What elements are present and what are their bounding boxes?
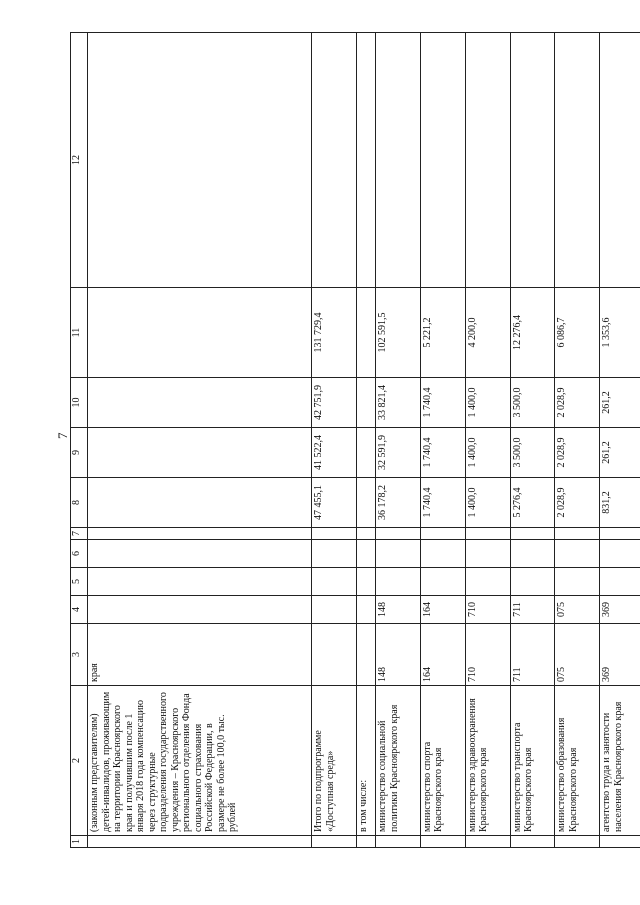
table-cell-c12 xyxy=(510,33,555,288)
table-row xyxy=(420,33,465,848)
header-cell: 1 xyxy=(71,836,88,848)
table-cell-c8: 2 028,9 xyxy=(555,478,600,528)
table-cell-c11: 5 221,2 xyxy=(420,288,465,378)
table-cell-c9 xyxy=(88,428,312,478)
table-cell-c5 xyxy=(555,568,600,596)
header-cell: 9 xyxy=(71,428,88,478)
table-row xyxy=(312,33,357,848)
table-cell-c10: 3 500,0 xyxy=(510,378,555,428)
table-cell-c9: 3 500,0 xyxy=(510,428,555,478)
table-cell-c11 xyxy=(357,288,376,378)
table-cell-c7 xyxy=(555,528,600,540)
table-cell-c2: министерство спорта Красноярского края xyxy=(420,686,465,836)
table-cell-c8: 1 400,0 xyxy=(465,478,510,528)
table-cell-c12 xyxy=(465,33,510,288)
table-cell-c2: (законным представителям) детей-инвалидов, проживающим на территории Красноярского края и получившим после 1 января 2018 года компенсацию через структурные подразделения государственного учреждения – Красноярского регионального отделения Фонда социального страхования Российской Федерации, в размере не более 100,0 тыс. рублей xyxy=(88,686,312,836)
table-cell-c8: 36 178,2 xyxy=(376,478,421,528)
table-cell-c4: 164 xyxy=(420,596,465,624)
table-cell-c3: 711 xyxy=(510,624,555,686)
table-cell-c3: 148 xyxy=(376,624,421,686)
table-cell-c12 xyxy=(600,33,640,288)
header-cell: 4 xyxy=(71,596,88,624)
table-cell-c7 xyxy=(312,528,357,540)
table-cell-c5 xyxy=(88,568,312,596)
table-cell-c11 xyxy=(88,288,312,378)
table-cell-c7 xyxy=(376,528,421,540)
table-cell-c1 xyxy=(357,836,376,848)
table-cell-c6 xyxy=(420,540,465,568)
table-cell-c12 xyxy=(420,33,465,288)
table-cell-c1 xyxy=(510,836,555,848)
table-cell-c10 xyxy=(88,378,312,428)
header-cell: 3 xyxy=(71,624,88,686)
table-cell-c1 xyxy=(376,836,421,848)
table-cell-c10: 33 821,4 xyxy=(376,378,421,428)
table-cell-c6 xyxy=(357,540,376,568)
table-cell-c1 xyxy=(465,836,510,848)
table-cell-c6 xyxy=(312,540,357,568)
table-cell-c8: 47 455,1 xyxy=(312,478,357,528)
table-cell-c6 xyxy=(600,540,640,568)
table-cell-c6 xyxy=(376,540,421,568)
table-cell-c7 xyxy=(88,528,312,540)
table-cell-c2: министерство образования Красноярского края xyxy=(555,686,600,836)
table-cell-c4 xyxy=(88,596,312,624)
table-cell-c2: министерство транспорта Красноярского края xyxy=(510,686,555,836)
table-cell-c9: 1 400,0 xyxy=(465,428,510,478)
table-cell-c5 xyxy=(420,568,465,596)
table-cell-c7 xyxy=(357,528,376,540)
table-cell-c8: 831,2 xyxy=(600,478,640,528)
table-cell-c1 xyxy=(555,836,600,848)
page-number: 7 xyxy=(55,432,70,439)
table-cell-c6 xyxy=(465,540,510,568)
table-row xyxy=(88,33,312,848)
table-row xyxy=(357,33,376,848)
table-row xyxy=(600,33,640,848)
table-cell-c11: 12 276,4 xyxy=(510,288,555,378)
table-cell-c12 xyxy=(88,33,312,288)
table-cell-c10: 1 740,4 xyxy=(420,378,465,428)
rotated-table-wrapper xyxy=(70,33,640,848)
table-cell-c7 xyxy=(420,528,465,540)
table-cell-c4 xyxy=(312,596,357,624)
table-cell-c8: 5 276,4 xyxy=(510,478,555,528)
table-cell-c5 xyxy=(465,568,510,596)
table-cell-c8 xyxy=(88,478,312,528)
table-cell-c3: 075 xyxy=(555,624,600,686)
table-cell-c2: министерство здравоохранения Красноярского края xyxy=(465,686,510,836)
table-cell-c2: агентство труда и занятости населения Красноярского края xyxy=(600,686,640,836)
header-cell: 5 xyxy=(71,568,88,596)
table-cell-c10 xyxy=(357,378,376,428)
table-cell-c1 xyxy=(600,836,640,848)
table-cell-c12 xyxy=(312,33,357,288)
table-cell-c1 xyxy=(420,836,465,848)
table-cell-c4 xyxy=(357,596,376,624)
table-cell-c4: 369 xyxy=(600,596,640,624)
table-cell-c5 xyxy=(312,568,357,596)
table-cell-c11: 131 729,4 xyxy=(312,288,357,378)
table-cell-c1 xyxy=(88,836,312,848)
header-cell: 2 xyxy=(71,686,88,836)
table-cell-c12 xyxy=(376,33,421,288)
table-row xyxy=(376,33,421,848)
table-cell-c10: 42 751,9 xyxy=(312,378,357,428)
table-cell-c10: 2 028,9 xyxy=(555,378,600,428)
header-cell: 6 xyxy=(71,540,88,568)
header-cell: 7 xyxy=(71,528,88,540)
table-cell-c4: 711 xyxy=(510,596,555,624)
table-cell-c9: 1 740,4 xyxy=(420,428,465,478)
table-row xyxy=(465,33,510,848)
table-cell-c5 xyxy=(357,568,376,596)
table-cell-c9: 41 522,4 xyxy=(312,428,357,478)
table-cell-c7 xyxy=(465,528,510,540)
table-cell-c2: Итого по подпрограмме «Доступная среда» xyxy=(312,686,357,836)
table-row xyxy=(510,33,555,848)
table-cell-c9: 261,2 xyxy=(600,428,640,478)
table-cell-c5 xyxy=(376,568,421,596)
table-cell-c8: 1 740,4 xyxy=(420,478,465,528)
table-cell-c3: края xyxy=(88,624,312,686)
table-cell-c12 xyxy=(555,33,600,288)
table-cell-c8 xyxy=(357,478,376,528)
table-body xyxy=(71,33,640,848)
table-cell-c5 xyxy=(600,568,640,596)
table-cell-c4: 710 xyxy=(465,596,510,624)
table-cell-c3 xyxy=(357,624,376,686)
table-row xyxy=(555,33,600,848)
budget-table xyxy=(70,32,640,848)
table-cell-c4: 075 xyxy=(555,596,600,624)
table-cell-c6 xyxy=(510,540,555,568)
table-cell-c7 xyxy=(600,528,640,540)
header-cell: 11 xyxy=(71,288,88,378)
table-cell-c11: 102 591,5 xyxy=(376,288,421,378)
table-cell-c6 xyxy=(88,540,312,568)
header-cell: 8 xyxy=(71,478,88,528)
table-cell-c10: 1 400,0 xyxy=(465,378,510,428)
table-cell-c6 xyxy=(555,540,600,568)
header-row xyxy=(71,33,88,848)
table-cell-c2: в том числе: xyxy=(357,686,376,836)
table-cell-c7 xyxy=(510,528,555,540)
table-cell-c11: 1 353,6 xyxy=(600,288,640,378)
table-cell-c11: 4 200,0 xyxy=(465,288,510,378)
table-cell-c9 xyxy=(357,428,376,478)
table-cell-c10: 261,2 xyxy=(600,378,640,428)
table-cell-c3: 164 xyxy=(420,624,465,686)
table-cell-c1 xyxy=(312,836,357,848)
table-cell-c2: министерство социальной политики Красноярского края xyxy=(376,686,421,836)
table-cell-c3: 710 xyxy=(465,624,510,686)
table-cell-c4: 148 xyxy=(376,596,421,624)
table-cell-c9: 32 591,9 xyxy=(376,428,421,478)
table-cell-c11: 6 086,7 xyxy=(555,288,600,378)
table-cell-c3: 369 xyxy=(600,624,640,686)
table-cell-c3 xyxy=(312,624,357,686)
table-cell-c9: 2 028,9 xyxy=(555,428,600,478)
header-cell: 12 xyxy=(71,33,88,288)
header-cell: 10 xyxy=(71,378,88,428)
table-cell-c12 xyxy=(357,33,376,288)
table-cell-c5 xyxy=(510,568,555,596)
